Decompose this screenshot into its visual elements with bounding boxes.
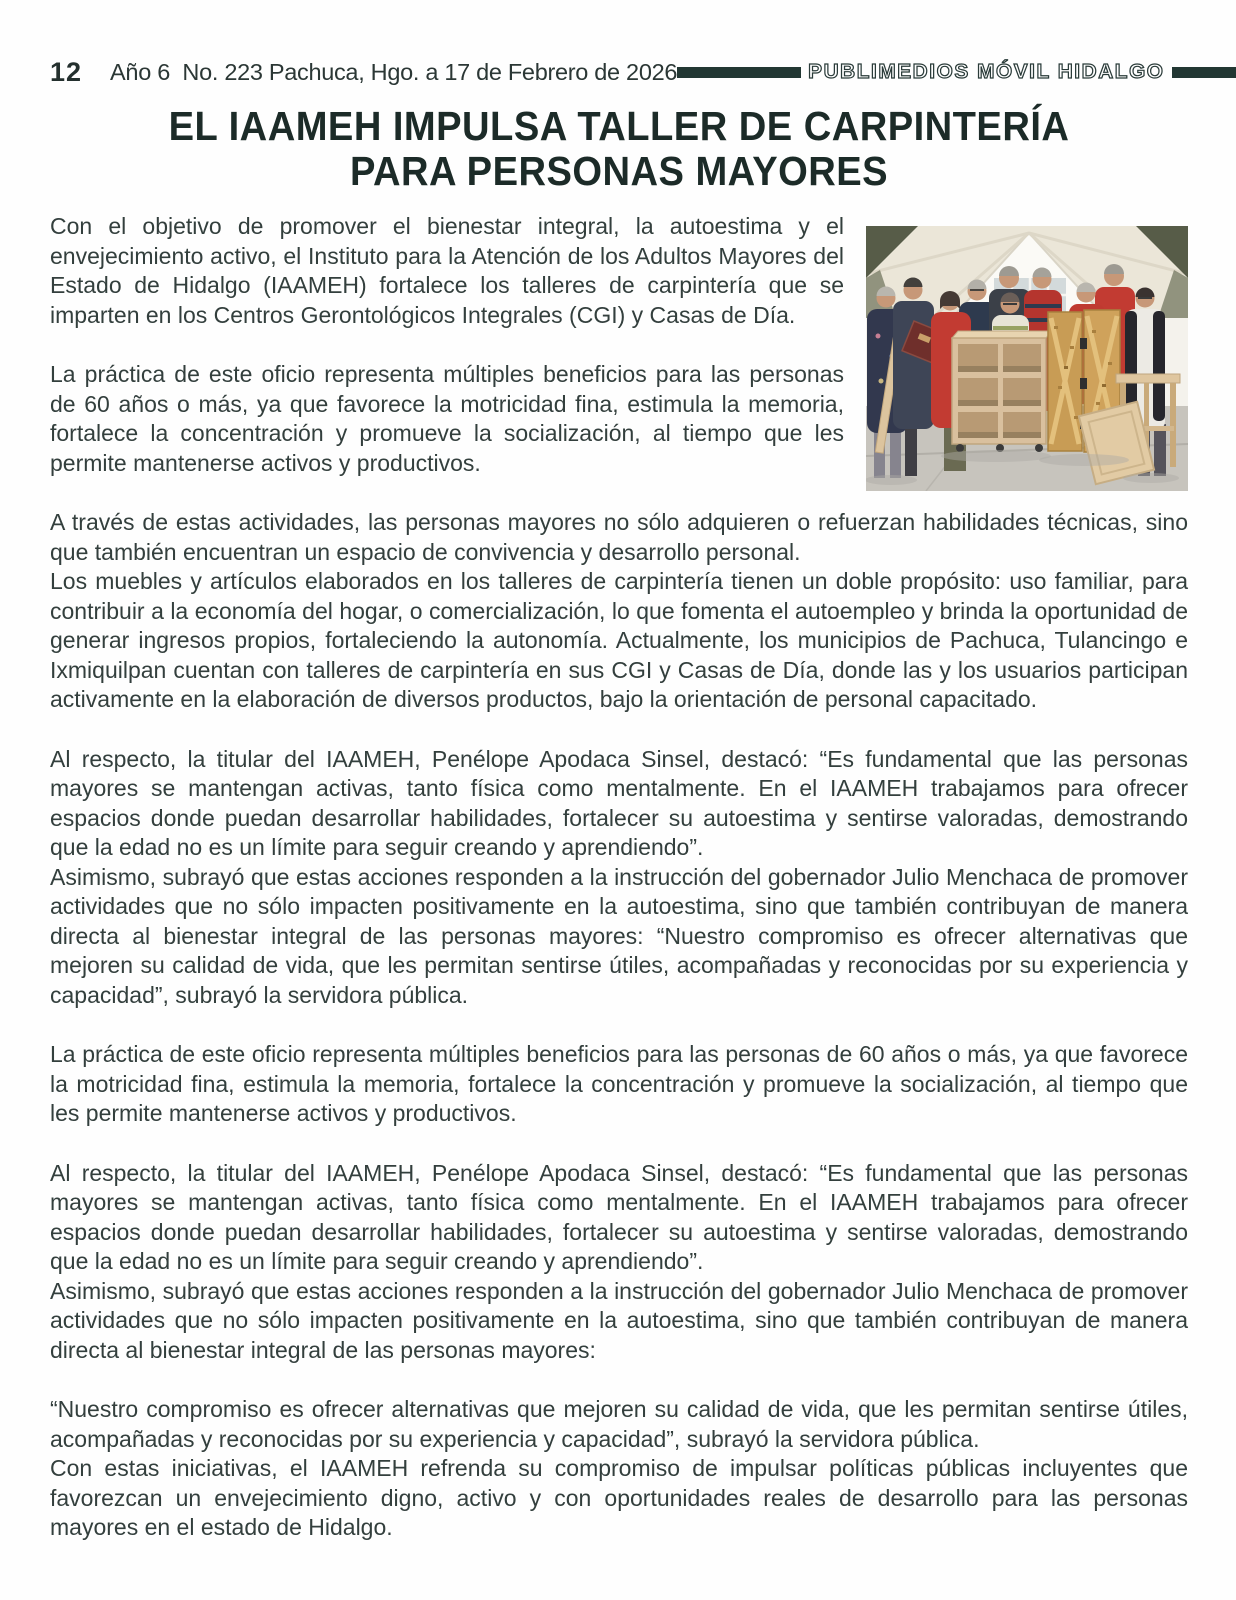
paragraph-group: [50, 1395, 1188, 1543]
paragraph-group: [50, 745, 1188, 1011]
carpentry-workshop-photo: [866, 226, 1188, 491]
paragraph-group: [50, 1159, 1188, 1366]
headline-line-1: EL IAAMEH IMPULSA TALLER DE CARPINTERÍA: [168, 103, 1070, 149]
paragraph: Al respecto, la titular del IAAMEH, Penélope Apodaca Sinsel, destacó: “Es fundamental que las personas mayores se mantengan activas, tanto física como mentalmente. En el IAAMEH trabajamos para ofrecer espacios donde puedan desarrollar habilidades, fortalecer su autoestima y sentirse valoradas, demostrando que la edad no es un límite para seguir creando y aprendiendo”.: [50, 745, 1188, 860]
paragraph: Al respecto, la titular del IAAMEH, Penélope Apodaca Sinsel, destacó: “Es fundamental que las personas mayores se mantengan activas, tanto física como mentalmente. En el IAAMEH trabajamos para ofrecer espacios donde puedan desarrollar habilidades, fortalecer su autoestima y sentirse valoradas, demostrando que la edad no es un límite para seguir creando y aprendiendo”.: [50, 1159, 1188, 1274]
headline-line-2: PARA PERSONAS MAYORES: [349, 148, 889, 194]
brand-bar-left: [677, 67, 801, 78]
paragraph-group: [50, 508, 1188, 715]
paragraph: Los muebles y artículos elaborados en los talleres de carpintería tienen un doble propósito: uso familiar, para contribuir a la economía del hogar, o comercialización, lo que fomenta el autoempleo y brinda la oportunidad de generar ingresos propios, fortaleciendo la autonomía. Actualmente, los municipios de Pachuca, Tulancingo e Ixmiquilpan cuentan con talleres de carpintería en sus CGI y Casas de Día, donde las y los usuarios participan activamente en la elaboración de diversos productos, bajo la orientación de personal capacitado.: [50, 568, 1188, 712]
article-photo: [866, 226, 1188, 491]
paragraph: “Nuestro compromiso es ofrecer alternativas que mejoren su calidad de vida, que les permitan sentirse útiles, acompañadas y reconocidas por su experiencia y capacidad”, subrayó la servidora pública.: [50, 1396, 1188, 1452]
page-number: 12: [50, 56, 83, 87]
brand-name: PUBLIMEDIOS MÓVIL HIDALGO: [808, 60, 1165, 83]
brand-bar-right: [1172, 67, 1236, 78]
paragraph: Asimismo, subrayó que estas acciones responden a la instrucción del gobernador Julio Menchaca de promover actividades que no sólo impacten positivamente en la autoestima, sino que también contribuyan de manera directa al bienestar integral de las personas mayores:: [50, 1277, 1188, 1363]
article-headline: [50, 104, 1188, 194]
brand-logo: [677, 61, 1214, 84]
paragraph: La práctica de este oficio representa múltiples beneficios para las personas de 60 años o más, ya que favorece la motricidad fina, estimula la memoria, fortalece la concentración y promueve la socialización, al tiempo que les permite mantenerse activos y productivos.: [50, 1041, 1188, 1126]
article-body: [50, 212, 1188, 1543]
dateline: Año 6 No. 223 Pachuca, Hgo. a 17 de Febrero de 2026: [110, 58, 678, 85]
paragraph: Asimismo, subrayó que estas acciones responden a la instrucción del gobernador Julio Menchaca de promover actividades que no sólo impacten positivamente en la autoestima, sino que también contribuyan de manera directa al bienestar integral de las personas mayores: “Nuestro compromiso es ofrecer alternativas que mejoren su calidad de vida, que les permitan sentirse útiles, acompañadas y reconocidas por su experiencia y capacidad”, subrayó la servidora pública.: [50, 863, 1188, 1008]
paragraph-group: [50, 1040, 1188, 1129]
paragraph: La práctica de este oficio representa múltiples beneficios para las personas de 60 años o más, ya que favorece la motricidad fina, estimula la memoria, fortalece la concentración y promueve la socialización, al tiempo que les permite mantenerse activos y productivos.: [50, 361, 844, 476]
page-header: [50, 54, 1188, 90]
paragraph: Con estas iniciativas, el IAAMEH refrenda su compromiso de impulsar políticas públicas incluyentes que favorezcan un envejecimiento digno, activo y con oportunidades reales de desarrollo para las personas mayores en el estado de Hidalgo.: [50, 1455, 1188, 1540]
paragraph: A través de estas actividades, las personas mayores no sólo adquieren o refuerzan habilidades técnicas, sino que también encuentran un espacio de convivencia y desarrollo personal.: [50, 509, 1188, 565]
paragraph: Con el objetivo de promover el bienestar integral, la autoestima y el envejecimiento activo, el Instituto para la Atención de los Adultos Mayores del Estado de Hidalgo (IAAMEH) fortalece los talleres de carpintería que se imparten en los Centros Gerontológicos Integrales (CGI) y Casas de Día.: [50, 213, 844, 328]
